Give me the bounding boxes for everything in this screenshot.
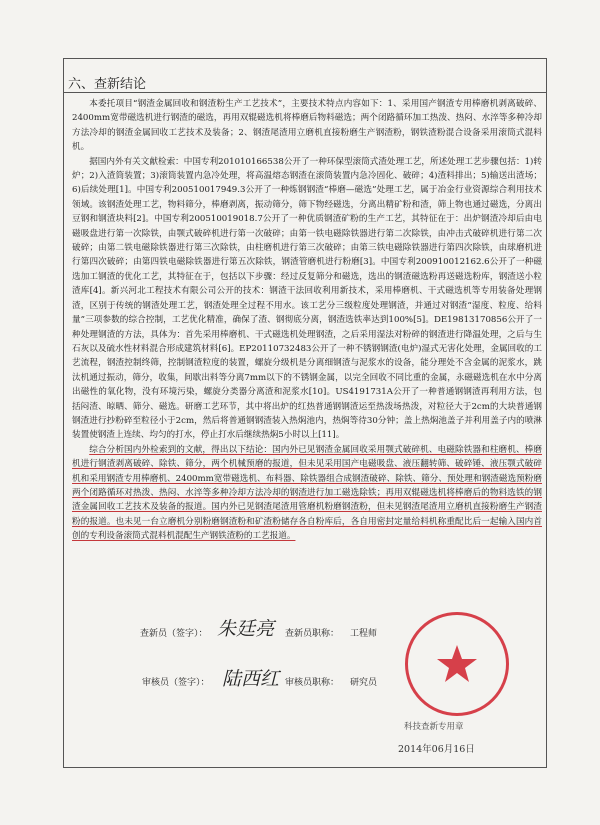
conclusion-body	[72, 97, 542, 544]
issue-date: 2014年06月16日	[398, 744, 475, 755]
reviewer-title-label: 查新员职称：	[285, 629, 340, 639]
reviewer-signature-label: 查新员（签字）：	[140, 629, 208, 639]
reviewer-title-value: 工程师	[350, 629, 378, 639]
section-title: 六、查新结论	[68, 77, 147, 92]
paragraph-literature-search: 据国内外有关文献检索：中国专利201010166538公开了一种环保型滚筒式渣处理工艺，所述处理工艺步骤包括：1)转炉；2)入渣筒装置；3)滚筒装置内急冷处理，将高温熔态钢渣在滚筒装置内急冷固化、破碎；4)渣料排出；5)输送出渣场；6)后续处理[1]。中国专利200510017949.3公开了一种炼钢钢渣“棒磨—磁选”处理工艺，属于冶金行业资源综合利用技术领域。该钢渣处理工艺，物料筛分，棒磨剥离，振动筛分，筛下物经磁选，分离出精矿粉和渣，筛上物也通过磁选，分离出豆钢和钢渣块料[2]。中国专利200510019018.7公开了一种优质钢渣矿粉的生产工艺，其特征在于：出炉钢渣冷却后由电磁吸盘进行第一次除铁，由颚式破碎机进行第一次破碎；由第一铁电磁除铁器进行第二次除铁，由冲击式破碎机进行第二次破碎；由第二铁电磁除铁器进行第三次除铁，由柱磨机进行第三次破碎；由第三铁电磁除铁器进行第四次除铁，由球磨机进行第四次破碎；由第四铁电磁除铁器进行第五次除铁，钢渣管磨机进行粉磨[3]。中国专利200910012162.6公开了一种磁选加工钢渣的优化工艺，其特征在于，包括以下步骤：经过反复筛分和磁选，选出的钢渣磁选粉再送磁选粉库，钢渣送小粒渣库[4]。新兴河北工程技术有限公司公开的技术：钢渣干法回收利用新技术，采用棒磨机、干式磁选机等专用装备处理钢渣，区别于传统的钢渣处理工艺，钢渣处理全过程不用水。该工艺分三级粒度处理钢渣，并通过对钢渣“湿度、粒度、给料量”三项参数的综合控制，工艺优化精准，确保了渣、钢彻底分离，钢渣选铁率达到100%[5]。DE19813170856公开了一种处理钢渣的方法，具体为：首先采用棒磨机、干式磁选机处理钢渣，之后采用湿法对粉碎的钢渣进行降温处理，之后与生石灰以及硫水性材料混合形成建筑材料[6]。EP20110732483公开了一种不锈钢钢渣(电炉)湿式无害化处理，金属回收的工艺流程，钢渣控制终筛，控制钢渣粒度的装置，螺旋分级机是分离细钢渣与泥浆水的设备，能分理处不含金属的泥浆水，跳汰机通过振动，筛分，收集，间歇出料等分离7mm以下的不锈钢金属，以完全回收不同比重的金属，永磁磁选机在水中分离出磁性的氧化物，没有环境污染，螺旋分类器分离渣和泥浆水[10]。US4191731A公开了一种普通钢钢渣再利用方法，包括闷渣、晾晒、筛分、磁选。研磨工艺环节，其中将出炉的红热普通钢钢渣运至热泼场热泼，对粒径大于2cm的大块普通钢钢渣进行抄粉碎至粒径小于2cm，然后将普通钢钢渣装入热焖池内，热焖等待30分钟；盖上热焖池盖子并利用盖子内的喷淋装置使钢渣上连续、均匀的打水，停止打水后继续热焖5小时以上[11]。	[72, 156, 542, 441]
auditor-handwritten-signature: 陆西红	[222, 668, 280, 690]
reviewer-handwritten-signature: 朱廷亮	[217, 618, 275, 640]
seal-subtitle: 科技查新专用章	[404, 722, 464, 732]
paragraph-project-summary: 本委托项目“钢渣金属回收和钢渣粉生产工艺技术”，主要技术特点内容如下：1、采用国产钢渣专用棒磨机剥离破碎、2400mm宽带磁选机进行钢渣的磁选，再用双辊磁选机将棒磨后物料磁选；两个闭路循环加工热泼、热闷、水淬等多种冷却方法冷却的钢渣金属回收工艺技术及装备；2、钢渣尾渣用立磨机直接粉磨生产钢渣粉，钢铁渣粉混合设备采用滚筒式混料机。	[72, 99, 542, 153]
official-seal	[405, 612, 509, 716]
title-rule	[63, 92, 547, 93]
auditor-title-label: 审核员职称：	[285, 678, 340, 688]
paragraph-conclusion: 综合分析国内外检索到的文献，得出以下结论：国内外已见钢渣金属回收采用颚式破碎机、电磁除铁器和柱磨机、棒磨机进行钢渣剥离破碎、除铁、筛分，两个机械预磨的报道，但未见采用国产电磁吸盘、液压翻转筛、破碎锤、液压颚式破碎机和采用钢渣专用棒磨机、2400mm宽带磁选机、布料器、除铁器组合成钢渣破碎、除铁、筛分、预处理和钢渣磁选预粉磨两个闭路循环对热泼、热闷、水淬等多种冷却方法冷却的钢渣进行加工磁选除铁；再用双辊磁选机将棒磨后的物料选铁的钢渣金属回收工艺技术及装备的报道。国内外已见钢渣尾渣用管磨机粉磨钢渣粉，但未见钢渣尾渣用立磨机直接粉磨生产钢渣粉的报道。也未见一台立磨机分别粉磨钢渣粉和矿渣粉储存各自粉库后，各自用密封定量给料机称重配比后一起输入国内首创的专利设备滚筒式混料机混配生产钢铁渣粉的工艺报道。	[72, 444, 542, 542]
seal-star-icon	[408, 615, 506, 713]
auditor-title-value: 研究员	[350, 678, 378, 688]
auditor-signature-label: 审核员（签字）：	[142, 678, 210, 688]
